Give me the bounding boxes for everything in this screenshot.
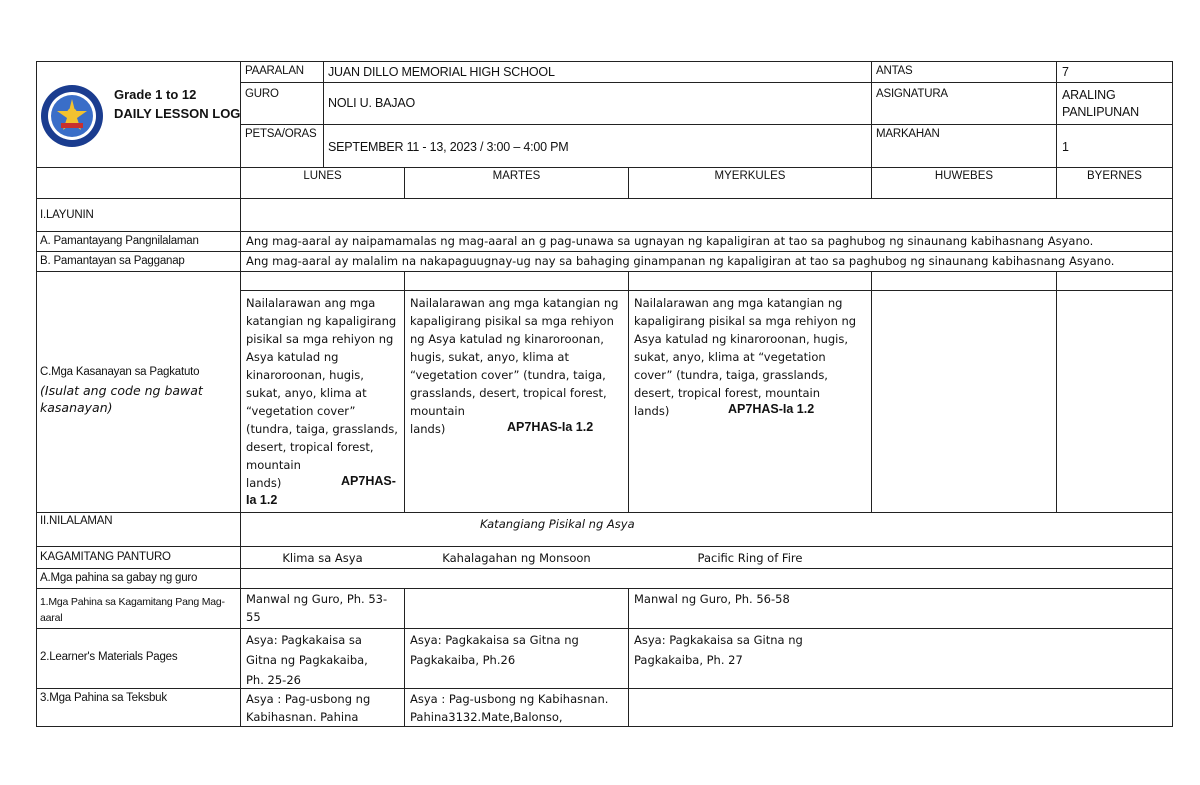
row1-lunes: Manwal ng Guro, Ph. 53- 55 bbox=[246, 592, 388, 624]
kasanayan-myerkules-code: AP7HAS-Ia 1.2 bbox=[728, 402, 815, 416]
antas-label: ANTAS bbox=[876, 65, 913, 77]
row3-martes: Asya : Pag-usbong ng Kabihasnan. Pahina3132.Mate,Balonso, bbox=[410, 692, 609, 724]
kasanayan-martes-code: AP7HAS-Ia 1.2 bbox=[507, 420, 594, 434]
pamantayang-pangnilalaman-value: Ang mag-aaral ay naipamamalas ng mag-aaral an g pag-unawa sa ugnayan ng kapaligiran at tao sa paghubog ng sinaunang kabihasnang Asyano. bbox=[246, 234, 1094, 248]
kagamitan-lunes: Klima sa Asya bbox=[282, 551, 363, 565]
asignatura-label: ASIGNATURA bbox=[876, 88, 948, 100]
row3-label: 3.Mga Pahina sa Teksbuk bbox=[40, 692, 167, 704]
row2-martes: Asya: Pagkakaisa sa Gitna ng Pagkakaiba, Ph.26 bbox=[410, 633, 579, 667]
kasanayan-note: (Isulat ang code ng bawat kasanayan) bbox=[40, 383, 203, 415]
kasanayan-lunes-code: AP7HAS- bbox=[341, 474, 396, 488]
day-lunes: LUNES bbox=[303, 170, 342, 182]
dll-title-log: DAILY LESSON LOG bbox=[114, 106, 241, 121]
row1-label: 1.Mga Pahina sa Kagamitang Pang Mag- aaral bbox=[40, 596, 225, 624]
kasanayan-lunes-code-2: Ia 1.2 bbox=[246, 493, 278, 507]
antas-value: 7 bbox=[1062, 65, 1069, 79]
kasanayan-lunes: Nailalarawan ang mga katangian ng kapaligirang pisikal sa mga rehiyon ng Asya katulad ng kinaroroonan, hugis, sukat, anyo, klima at “vegetation cover” (tundra, taiga, grasslands, desert, tropical forest, mountain lands) bbox=[246, 296, 398, 490]
nilalaman-value: Katangiang Pisikal ng Asya bbox=[480, 517, 635, 531]
kasanayan-myerkules: Nailalarawan ang mga katangian ng kapaligirang pisikal sa mga rehiyon ng Asya katulad ng kinaroroonan, hugis, sukat, anyo, klima at “vegetation cover” (tundra, taiga, grasslands, desert, tropical forest, mountain lands) bbox=[634, 296, 857, 418]
deped-seal-icon bbox=[39, 83, 105, 149]
day-huwebes: HUWEBES bbox=[934, 170, 994, 182]
layunin-label: I.LAYUNIN bbox=[40, 209, 94, 221]
pamantayan-pagganap-label: B. Pamantayan sa Pagganap bbox=[40, 255, 185, 267]
row1-myerkules: Manwal ng Guro, Ph. 56-58 bbox=[634, 592, 790, 606]
gabay-label: A.Mga pahina sa gabay ng guro bbox=[40, 572, 198, 584]
kagamitan-label: KAGAMITANG PANTURO bbox=[40, 551, 171, 563]
asignatura-value-2: PANLIPUNAN bbox=[1062, 105, 1139, 119]
dll-title-grade: Grade 1 to 12 bbox=[114, 87, 197, 102]
kagamitan-myerkules: Pacific Ring of Fire bbox=[697, 551, 803, 565]
petsa-value: SEPTEMBER 11 - 13, 2023 / 3:00 – 4:00 PM bbox=[328, 140, 569, 154]
row2-label: 2.Learner's Materials Pages bbox=[40, 651, 178, 663]
pamantayang-pangnilalaman-label: A. Pamantayang Pangnilalaman bbox=[40, 235, 199, 247]
row2-lunes: Asya: Pagkakaisa sa Gitna ng Pagkakaiba, Ph. 25-26 bbox=[246, 633, 368, 687]
petsa-label: PETSA/ORAS bbox=[245, 128, 317, 140]
markahan-label: MARKAHAN bbox=[876, 128, 940, 140]
asignatura-value-1: ARALING bbox=[1062, 88, 1116, 102]
kagamitan-martes: Kahalagahan ng Monsoon bbox=[442, 551, 591, 565]
guro-value: NOLI U. BAJAO bbox=[328, 96, 416, 110]
kasanayan-martes: Nailalarawan ang mga katangian ng kapaligirang pisikal sa mga rehiyon ng Asya katulad ng kinaroroonan, hugis, sukat, anyo, klima at “vegetation cover” (tundra, taiga, grasslands, desert, tropical forest, mountain lands) bbox=[410, 296, 619, 436]
day-martes: MARTES bbox=[492, 170, 541, 182]
guro-label: GURO bbox=[245, 88, 279, 100]
nilalaman-label: II.NILALAMAN bbox=[40, 515, 113, 527]
day-byernes: BYERNES bbox=[1087, 170, 1142, 182]
day-myerkules: MYERKULES bbox=[714, 170, 786, 182]
row3-lunes: Asya : Pag-usbong ng Kabihasnan. Pahina bbox=[246, 692, 371, 724]
paaralan-label: PAARALAN bbox=[245, 65, 304, 77]
paaralan-value: JUAN DILLO MEMORIAL HIGH SCHOOL bbox=[328, 65, 555, 79]
row2-myerkules: Asya: Pagkakaisa sa Gitna ng Pagkakaiba, Ph. 27 bbox=[634, 633, 803, 667]
kasanayan-label: C.Mga Kasanayan sa Pagkatuto bbox=[40, 366, 200, 378]
pamantayan-pagganap-value: Ang mag-aaral ay malalim na nakapaguugnay-ug nay sa bahaging ginampanan ng kapaligiran at tao sa paghubog ng sinaunang kabihasnang Asyano. bbox=[246, 254, 1115, 268]
markahan-value: 1 bbox=[1062, 140, 1069, 154]
